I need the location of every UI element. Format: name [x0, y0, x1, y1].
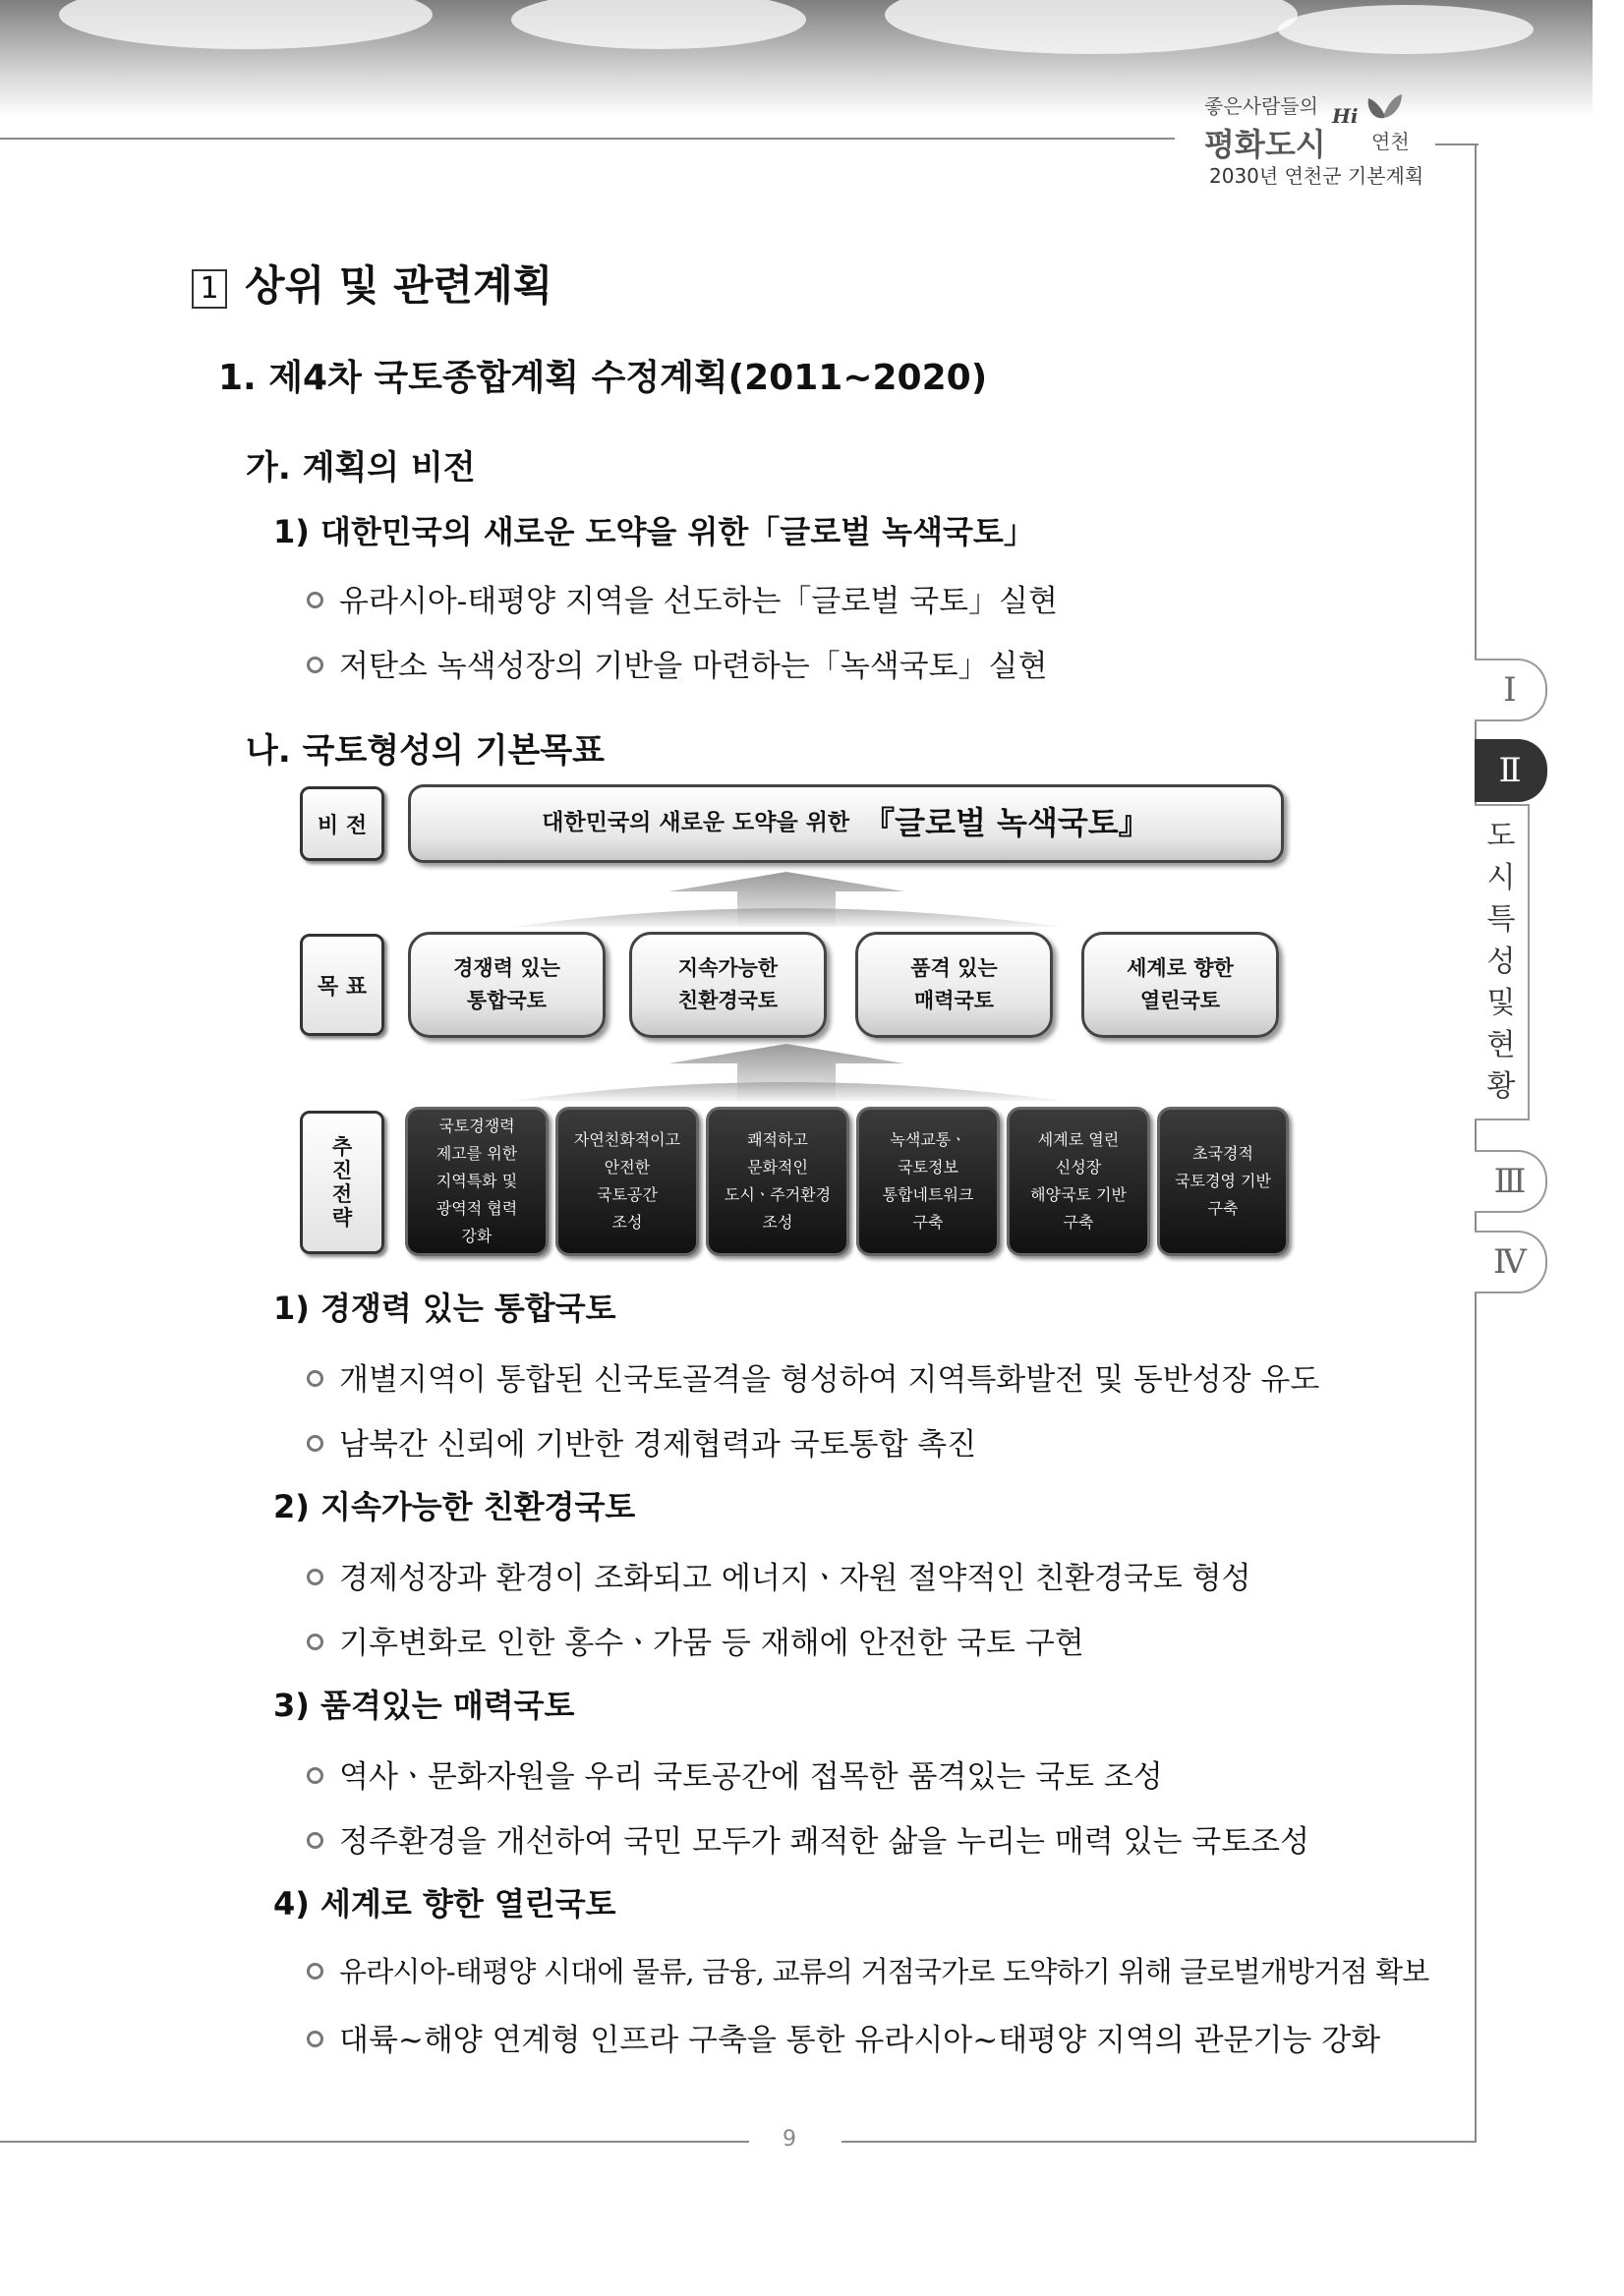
chapter-title-char: 현 [1486, 1027, 1516, 1062]
strategy-box-2 [555, 1107, 699, 1256]
chapter-title-char: 시 [1486, 860, 1516, 895]
strategy-line: 광역적 협력 [435, 1199, 518, 1218]
strategy-line: 녹색교통ㆍ [890, 1130, 966, 1149]
logo-hi: Hi [1332, 104, 1359, 128]
goal-1-bullet-2 [307, 1419, 976, 1464]
strategy-line: 초국경적 [1192, 1144, 1253, 1163]
goal-2-heading: 2) 지속가능한 친환경국토 [273, 1488, 636, 1525]
bullet-text: 저탄소 녹색성장의 기반을 마련하는「녹색국토」실현 [339, 649, 1048, 684]
goal-1-heading: 1) 경쟁력 있는 통합국토 [273, 1290, 616, 1327]
goal-3-heading: 3) 품격있는 매력국토 [273, 1687, 575, 1724]
goal-line: 매력국토 [913, 989, 995, 1012]
chapter-title-char: 및 [1486, 986, 1516, 1021]
chapter-title-char: 도 [1486, 818, 1516, 853]
chapter-tab-1[interactable]: Ⅰ [1475, 659, 1547, 721]
goal-line: 친환경국토 [677, 989, 779, 1012]
bullet-text: 역사ㆍ문화자원을 우리 국토공간에 접목한 품격있는 국토 조성 [339, 1759, 1163, 1795]
chapter-tab-3[interactable]: Ⅲ [1475, 1150, 1547, 1213]
bullet-icon [307, 1963, 323, 1980]
strategy-line: 도시ㆍ주거환경 [724, 1185, 832, 1204]
right-frame-line [1475, 145, 1477, 2141]
bullet-icon [307, 592, 323, 608]
strategy-label-char: 략 [331, 1206, 353, 1231]
strategy-box-5 [1007, 1107, 1150, 1256]
bullet-icon [307, 657, 323, 673]
goal-box-1 [408, 932, 606, 1038]
goal-line: 품격 있는 [910, 956, 998, 981]
strategy-line: 자연친화적이고 [573, 1130, 681, 1149]
page-number: 9 [783, 2127, 796, 2152]
strategy-label-char: 진 [331, 1158, 353, 1182]
vision-box-text: 대한민국의 새로운 도약을 위한 [542, 810, 850, 836]
goals-heading: 나. 국토형성의 기본목표 [246, 731, 606, 771]
active-chapter-title [1475, 804, 1530, 1120]
national-plan-diagram [295, 776, 1288, 1258]
chapter-title-char: 황 [1486, 1069, 1516, 1105]
logo-city-name: 연천 [1371, 130, 1410, 153]
header-rule-left [0, 138, 1175, 140]
vision-bullet-1 [307, 576, 1058, 620]
goal-3-bullet-2 [307, 1816, 1309, 1861]
header-rule-right [1435, 144, 1479, 145]
goal-line: 지속가능한 [677, 956, 779, 981]
strategy-box-1 [405, 1107, 549, 1256]
footer-rule-left [0, 2141, 749, 2143]
goal-label: 목 표 [300, 934, 384, 1036]
bullet-icon [307, 1832, 323, 1849]
chapter-tab-2[interactable]: Ⅱ [1475, 739, 1547, 802]
goal-line: 경쟁력 있는 [453, 956, 560, 981]
strategy-line: 국토경쟁력 [438, 1117, 515, 1135]
chapter-title-char: 성 [1486, 944, 1516, 979]
goal-2-bullet-1 [307, 1553, 1251, 1597]
strategy-line: 쾌적하고 [747, 1130, 808, 1149]
strategy-line: 국토경영 기반 [1175, 1172, 1271, 1190]
strategy-box-6 [1157, 1107, 1289, 1256]
strategy-line: 세계로 열린 [1037, 1130, 1120, 1149]
strategy-box-4 [856, 1107, 1000, 1256]
bullet-text: 대륙~해양 연계형 인프라 구축을 통한 유라시아~태평양 지역의 관문기능 강화 [339, 2023, 1381, 2058]
strategy-box-3 [706, 1107, 849, 1256]
vision-box-emphasis: 『글로벌 녹색국토』 [863, 804, 1150, 842]
section-title: 상위 및 관련계획 [245, 261, 553, 310]
bullet-text: 유라시아-태평양 시대에 물류, 금융, 교류의 거점국가로 도약하기 위해 글로벌개방거점 확보 [339, 1955, 1429, 1988]
strategy-line: 지역특화 및 [435, 1172, 518, 1190]
bullet-text: 유라시아-태평양 지역을 선도하는「글로벌 국토」실현 [339, 584, 1058, 619]
goal-1-bullet-1 [307, 1354, 1319, 1399]
strategy-line: 통합네트워크 [882, 1185, 974, 1204]
logo-slogan-small: 좋은사람들의 [1204, 94, 1318, 118]
strategy-line: 조성 [762, 1213, 793, 1232]
upward-arrow-icon [511, 1042, 1062, 1103]
strategy-line: 국토정보 [898, 1158, 958, 1177]
bullet-icon [307, 1370, 323, 1387]
goal-3-bullet-1 [307, 1751, 1163, 1796]
goal-box-3 [855, 932, 1053, 1038]
bullet-icon [307, 1435, 323, 1452]
butterfly-icon [1364, 90, 1404, 122]
bullet-text: 남북간 신뢰에 기반한 경제협력과 국토통합 촉진 [339, 1427, 977, 1463]
strategy-label [300, 1111, 384, 1254]
goal-line: 통합국토 [466, 989, 548, 1012]
goal-4-heading: 4) 세계로 향한 열린국토 [273, 1885, 616, 1923]
strategy-line: 조성 [611, 1213, 643, 1232]
vision-heading: 가. 계획의 비전 [246, 448, 476, 488]
vision-subheading: 1) 대한민국의 새로운 도약을 위한「글로벌 녹색국토」 [273, 513, 1035, 550]
vision-box [408, 784, 1284, 863]
chapter-tab-4[interactable]: Ⅳ [1475, 1231, 1547, 1293]
bullet-icon [307, 2031, 323, 2047]
goal-line: 세계로 향한 [1127, 956, 1234, 981]
document-title: 2030년 연천군 기본계획 [1209, 164, 1424, 188]
bullet-icon [307, 1767, 323, 1784]
bullet-text: 기후변화로 인한 홍수ㆍ가뭄 등 재해에 안전한 국토 구현 [339, 1626, 1084, 1661]
vision-bullet-2 [307, 641, 1047, 685]
section-number-box: 1 [192, 269, 227, 309]
strategy-line: 해양국토 기반 [1030, 1185, 1127, 1204]
strategy-line: 안전한 [604, 1158, 651, 1177]
goal-box-4 [1081, 932, 1279, 1038]
vision-label: 비 전 [300, 786, 384, 861]
strategy-label-char: 추 [331, 1134, 353, 1159]
strategy-line: 제고를 위한 [435, 1144, 518, 1163]
bullet-icon [307, 1569, 323, 1585]
strategy-line: 문화적인 [747, 1158, 808, 1177]
strategy-line: 국토공간 [597, 1185, 658, 1204]
goal-box-2 [629, 932, 827, 1038]
bullet-text: 정주환경을 개선하여 국민 모두가 쾌적한 삶을 누리는 매력 있는 국토조성 [339, 1824, 1310, 1860]
section-heading [192, 254, 552, 313]
goal-4-bullet-1 [307, 1950, 1429, 1990]
bullet-text: 경제성장과 환경이 조화되고 에너지ㆍ자원 절약적인 친환경국토 형성 [339, 1561, 1251, 1596]
strategy-line: 구축 [912, 1213, 944, 1232]
upward-arrow-icon [511, 870, 1062, 929]
strategy-label-char: 전 [331, 1182, 353, 1206]
header-sky-banner [0, 0, 1593, 118]
bullet-icon [307, 1634, 323, 1650]
bullet-text: 개별지역이 통합된 신국토골격을 형성하여 지역특화발전 및 동반성장 유도 [339, 1362, 1320, 1398]
goal-2-bullet-2 [307, 1618, 1084, 1662]
footer-rule-right [841, 2141, 1477, 2143]
strategy-line: 강화 [461, 1227, 493, 1245]
strategy-line: 구축 [1063, 1213, 1094, 1232]
goal-line: 열린국토 [1139, 989, 1221, 1012]
strategy-line: 신성장 [1055, 1158, 1102, 1177]
strategy-line: 구축 [1207, 1199, 1239, 1218]
goal-4-bullet-2 [307, 2015, 1380, 2059]
chapter-title-char: 특 [1486, 902, 1516, 938]
subsection-title: 1. 제4차 국토종합계획 수정계획(2011~2020) [218, 358, 988, 398]
logo-slogan-big: 평화도시 [1204, 126, 1326, 163]
